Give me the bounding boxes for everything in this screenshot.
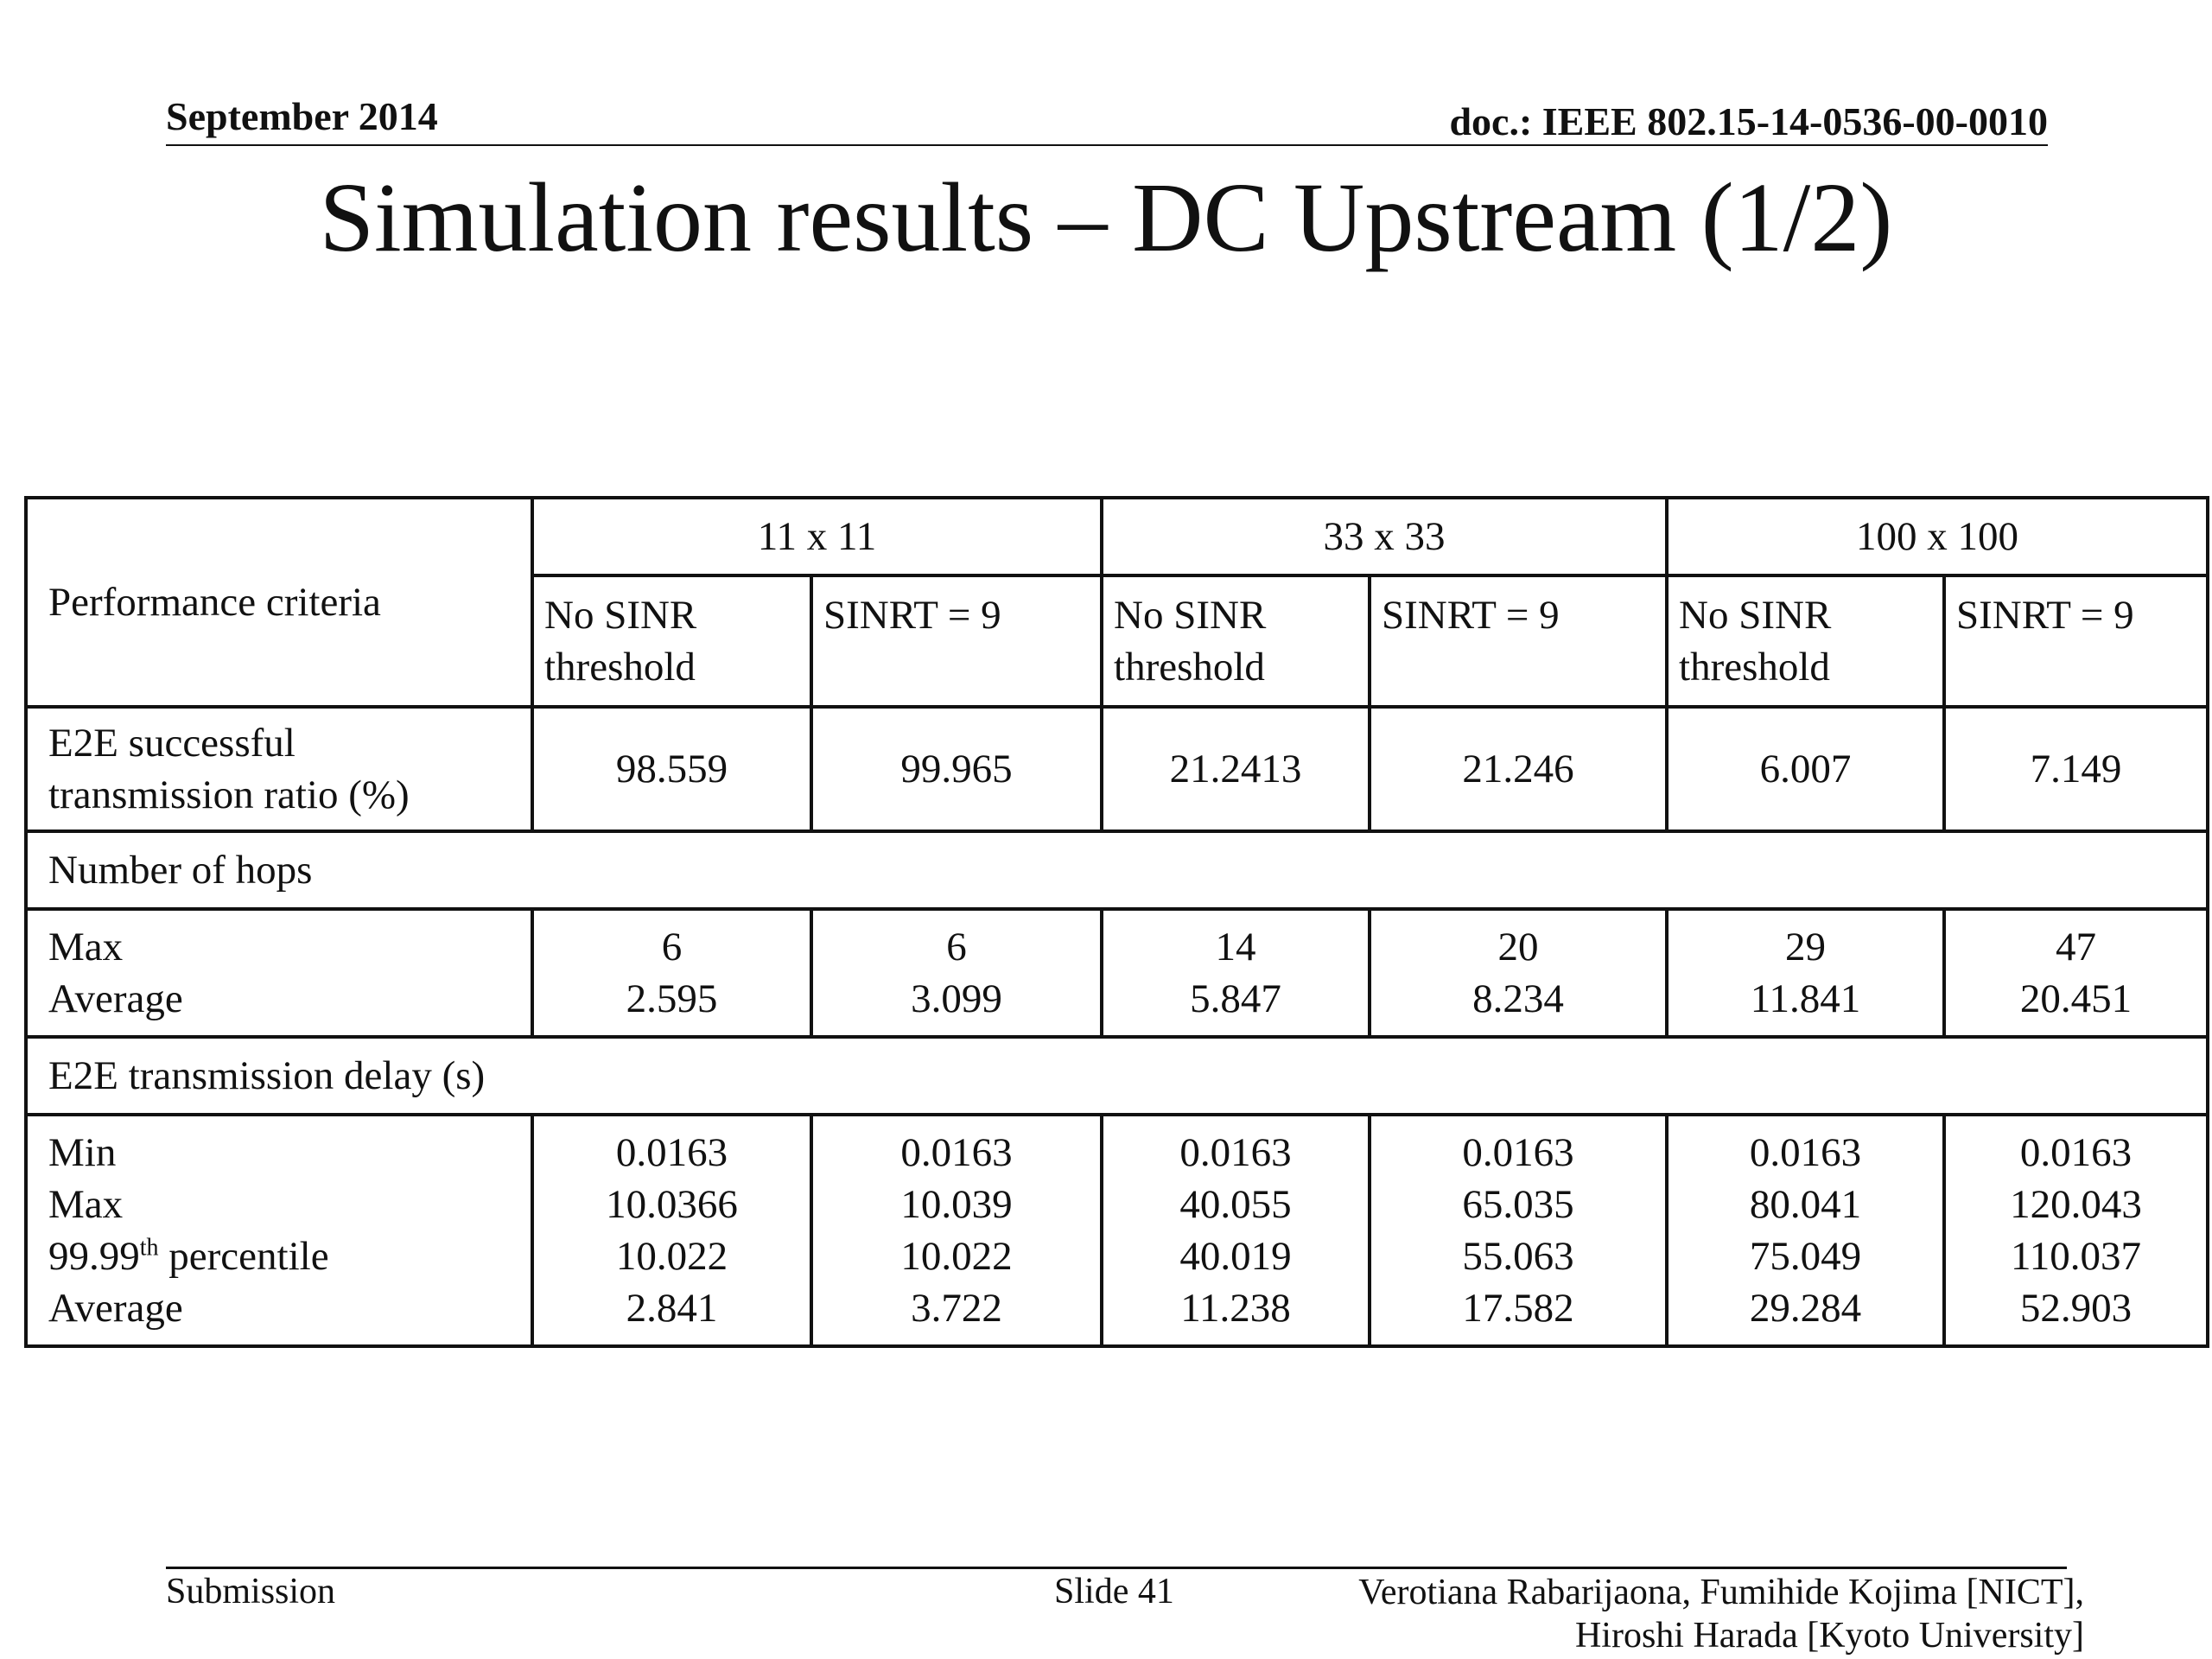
footer-divider [166,1567,2067,1569]
subheader-cell [1944,575,2208,707]
delay-min: 0.0163 [1462,1130,1574,1175]
delay-max: 10.0366 [606,1182,738,1227]
group-header-11: 11 x 11 [532,498,1102,575]
group-header-33: 33 x 33 [1102,498,1667,575]
delay-labels [26,1115,532,1346]
delay-p9999: 40.019 [1179,1234,1292,1279]
ratio-value: 98.559 [532,707,811,831]
delay-min: 0.0163 [2019,1130,2133,1175]
header-divider [166,144,2048,146]
delay-average: 29.284 [1749,1286,1862,1331]
delay-p9999: 75.049 [1749,1234,1862,1279]
footer-authors [1358,1571,2084,1657]
delay-average: 3.722 [911,1286,1002,1331]
subheader-cell [1667,575,1944,707]
hops-average: 20.451 [2019,976,2133,1021]
subheader-line: No SINR [1114,593,1267,638]
subheader-line: SINRT = 9 [1956,593,2134,638]
ratio-label-line: E2E successful [48,721,296,766]
delay-cell [1667,1115,1944,1346]
delay-min: 0.0163 [900,1130,1013,1175]
delay-section-row [26,1037,2208,1115]
hops-cell [1102,909,1370,1037]
delay-min: 0.0163 [1749,1130,1862,1175]
footer-authors-line: Verotiana Rabarijaona, Fumihide Kojima [NICT], [1358,1573,2084,1612]
hops-section-row [26,831,2208,909]
delay-cell [532,1115,811,1346]
slide-title: Simulation results – DC Upstream (1/2) [319,162,1893,272]
hops-labels [26,909,532,1037]
ratio-value: 6.007 [1667,707,1944,831]
header-doc-id: doc.: IEEE 802.15-14-0536-00-0010 [1449,99,2048,143]
hops-section-label: Number of hops [26,831,2208,909]
percentile-superscript: th [139,1234,159,1262]
delay-p9999: 10.022 [900,1234,1013,1279]
subheader-cell [811,575,1102,707]
subheader-line: threshold [544,645,696,690]
hops-max: 6 [946,925,967,969]
delay-label-average: Average [48,1286,183,1331]
delay-label-min: Min [48,1130,117,1175]
delay-max: 65.035 [1462,1182,1574,1227]
results-table [24,496,2209,1348]
subheader-line: threshold [1679,645,1830,690]
delay-average: 11.238 [1180,1286,1291,1331]
group-header-100: 100 x 100 [1667,498,2208,575]
hops-row [26,909,2208,1037]
hops-average: 2.595 [626,976,718,1021]
delay-p9999: 110.037 [2011,1234,2142,1279]
hops-average: 3.099 [911,976,1002,1021]
subheader-line: SINRT = 9 [1382,593,1560,638]
hops-max: 47 [2056,925,2097,969]
delay-min: 0.0163 [615,1130,728,1175]
hops-max: 14 [1215,925,1256,969]
hops-max: 20 [1497,925,1539,969]
subheader-line: No SINR [1679,593,1832,638]
footer-submission: Submission [166,1572,336,1611]
delay-max: 40.055 [1179,1182,1292,1227]
delay-average: 52.903 [2019,1286,2133,1331]
hops-cell [1370,909,1667,1037]
hops-cell [811,909,1102,1037]
percentile-base: 99.99 [48,1234,140,1279]
subheader-line: No SINR [544,593,697,638]
ratio-value: 21.246 [1370,707,1667,831]
ratio-value: 7.149 [1944,707,2208,831]
hops-cell [532,909,811,1037]
delay-p9999: 10.022 [615,1234,728,1279]
delay-label-max: Max [48,1182,124,1227]
subheader-cell [532,575,811,707]
group-header-row [26,498,2208,575]
hops-average: 5.847 [1190,976,1281,1021]
subheader-line: SINRT = 9 [823,593,1001,638]
delay-min: 0.0163 [1179,1130,1292,1175]
footer-slide-number: Slide 41 [1054,1572,1174,1611]
delay-max: 10.039 [900,1182,1013,1227]
ratio-row [26,707,2208,831]
subheader-line: threshold [1114,645,1265,690]
hops-cell [1667,909,1944,1037]
delay-cell [811,1115,1102,1346]
subheader-cell [1370,575,1667,707]
ratio-label-line: transmission ratio (%) [48,772,410,817]
delay-max: 80.041 [1749,1182,1862,1227]
hops-label-max: Max [48,925,124,969]
percentile-rest: percentile [158,1234,329,1279]
hops-label-average: Average [48,976,183,1021]
delay-section-label: E2E transmission delay (s) [26,1037,2208,1115]
delay-average: 17.582 [1462,1286,1574,1331]
delay-label-percentile [48,1230,531,1282]
delay-row [26,1115,2208,1346]
hops-average: 11.841 [1750,976,1861,1021]
delay-p9999: 55.063 [1462,1234,1574,1279]
subheader-cell [1102,575,1370,707]
delay-cell [1102,1115,1370,1346]
hops-max: 29 [1785,925,1827,969]
delay-cell [1370,1115,1667,1346]
ratio-label [26,707,532,831]
footer-authors-line: Hiroshi Harada [Kyoto University] [1574,1616,2084,1656]
header-date: September 2014 [166,94,438,138]
hops-average: 8.234 [1472,976,1564,1021]
delay-max: 120.043 [2010,1182,2142,1227]
hops-cell [1944,909,2208,1037]
ratio-value: 21.2413 [1102,707,1370,831]
delay-average: 2.841 [626,1286,718,1331]
hops-max: 6 [661,925,683,969]
criteria-header: Performance criteria [26,498,532,707]
delay-cell [1944,1115,2208,1346]
ratio-value: 99.965 [811,707,1102,831]
